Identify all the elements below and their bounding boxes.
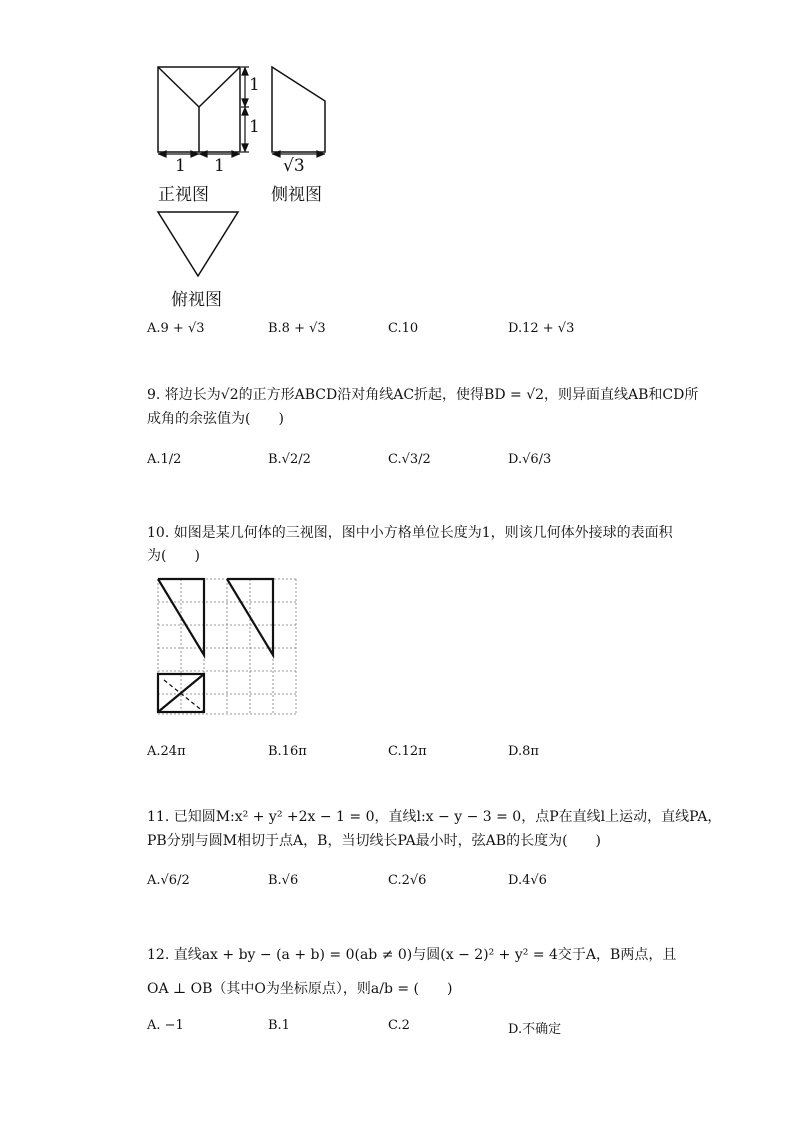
top-view-label: 俯视图 <box>171 290 222 310</box>
q11-option-c[interactable]: C.2√6 <box>388 873 427 888</box>
q10-option-c[interactable]: C.12π <box>388 744 427 759</box>
dim-label-sqrt3: √3 <box>283 156 305 176</box>
q9-stem-line1: 9. 将边长为√2的正方形ABCD沿对角线AC折起，使得BD = √2，则异面直线AB和CD所 <box>147 387 699 403</box>
top-view <box>158 212 238 276</box>
q11-stem-line1: 11. 已知圆M:x² + y² +2x − 1 = 0，直线l:x − y − 3 = 0，点P在直线l上运动，直线PA， <box>147 809 722 825</box>
q12-option-a[interactable]: A. −1 <box>147 1018 184 1033</box>
q9-option-b[interactable]: B.√2/2 <box>268 452 311 467</box>
dim-label-height-bottom: 1 <box>249 117 260 137</box>
q10-grid-three-view-figure <box>150 572 300 722</box>
q9-option-d[interactable]: D.√6/3 <box>508 452 552 467</box>
q8-option-d[interactable]: D.12 + √3 <box>508 321 575 336</box>
q12-option-c[interactable]: C.2 <box>388 1018 410 1033</box>
side-view-label: 侧视图 <box>271 185 322 205</box>
front-view-height-dimension <box>241 67 249 152</box>
top-view-hidden-edges <box>164 680 204 712</box>
q11-option-a[interactable]: A.√6/2 <box>147 873 190 888</box>
q10-stem-line2: 为( ) <box>147 548 200 564</box>
q8-option-a[interactable]: A.9 + √3 <box>147 321 205 336</box>
q12-stem-line2: OA ⊥ OB（其中O为坐标原点），则a/b = ( ) <box>147 981 453 997</box>
q9-option-a[interactable]: A.1/2 <box>147 452 182 467</box>
q12-option-d[interactable]: D.不确定 <box>508 1022 562 1037</box>
front-view-label: 正视图 <box>158 185 209 205</box>
dim-label-width-right: 1 <box>214 156 225 176</box>
front-view <box>158 67 240 152</box>
q10-option-d[interactable]: D.8π <box>508 744 539 759</box>
q11-option-b[interactable]: B.√6 <box>268 873 299 888</box>
side-view <box>272 67 325 152</box>
q10-option-b[interactable]: B.16π <box>268 744 307 759</box>
q10-option-a[interactable]: A.24π <box>147 744 186 759</box>
q11-stem-line2: PB分别与圆M相切于点A，B，当切线长PA最小时，弦AB的长度为( ) <box>147 833 602 849</box>
q8-option-b[interactable]: B.8 + √3 <box>268 321 326 336</box>
q12-option-b[interactable]: B.1 <box>268 1018 290 1033</box>
q9-option-c[interactable]: C.√3/2 <box>388 452 431 467</box>
q8-option-c[interactable]: C.10 <box>388 321 419 336</box>
q10-stem-line1: 10. 如图是某几何体的三视图，图中小方格单位长度为1，则该几何体外接球的表面积 <box>147 525 673 541</box>
q9-stem-line2: 成角的余弦值为( ) <box>147 411 284 427</box>
q12-stem-line1: 12. 直线ax + by − (a + b) = 0(ab ≠ 0)与圆(x − 2)² + y² = 4交于A，B两点，且 <box>147 947 677 963</box>
dim-label-width-left: 1 <box>175 156 186 176</box>
dim-label-height-top: 1 <box>249 75 260 95</box>
q11-option-d[interactable]: D.4√6 <box>508 873 547 888</box>
